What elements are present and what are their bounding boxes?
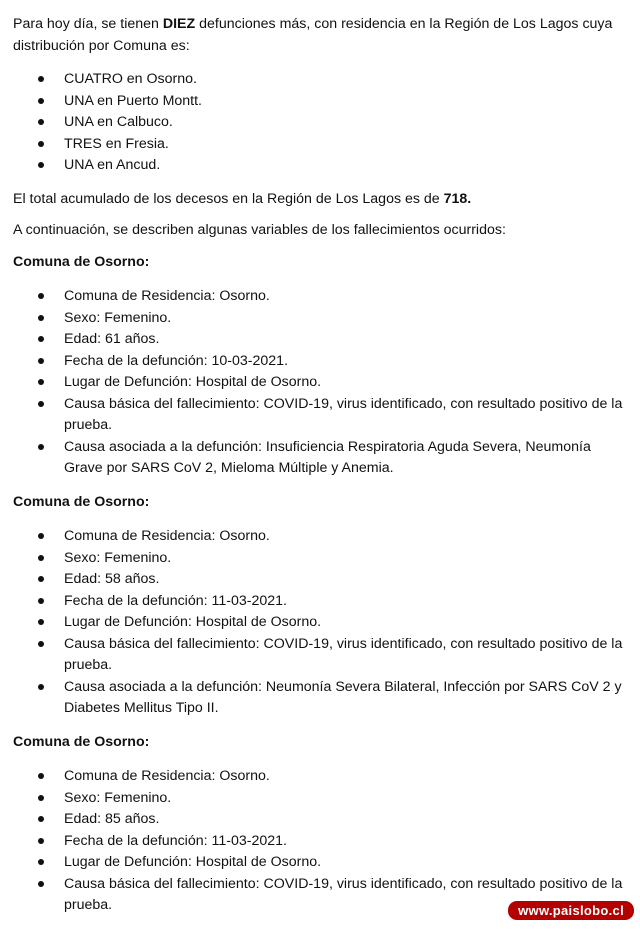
intro-count-bold: DIEZ xyxy=(162,16,196,32)
case-detail-item: Sexo: Femenino. xyxy=(13,308,631,330)
intro-text-end: defunciones más, con residencia en la Región de Los Lagos cuya distribución por Comuna es: xyxy=(13,16,613,54)
intro-text-start: Para hoy día, se tienen xyxy=(13,16,163,32)
case-detail-item: Edad: 58 años. xyxy=(13,569,631,591)
intro-paragraph xyxy=(13,14,631,57)
total-paragraph xyxy=(13,189,631,211)
case-detail-item: Comuna de Residencia: Osorno. xyxy=(13,526,631,548)
case-details-list xyxy=(13,766,631,917)
case-detail-item: Comuna de Residencia: Osorno. xyxy=(13,766,631,788)
case-detail-item: Fecha de la defunción: 11-03-2021. xyxy=(13,831,631,853)
distribution-list xyxy=(13,69,631,177)
total-count-bold: 718. xyxy=(443,190,472,207)
case-heading: Comuna de Osorno: xyxy=(13,253,150,270)
distribution-item: UNA en Puerto Montt. xyxy=(13,91,631,113)
case-detail-item: Sexo: Femenino. xyxy=(13,548,631,570)
case-detail-item: Causa asociada a la defunción: Insuficiencia Respiratoria Aguda Severa, Neumonía Grave por SARS CoV 2, Mieloma Múltiple y Anemia. xyxy=(13,437,631,480)
case-detail-item: Lugar de Defunción: Hospital de Osorno. xyxy=(13,372,631,394)
case-detail-item: Lugar de Defunción: Hospital de Osorno. xyxy=(13,852,631,874)
case-detail-item: Sexo: Femenino. xyxy=(13,788,631,810)
case-heading: Comuna de Osorno: xyxy=(13,733,150,750)
document-body xyxy=(13,14,631,929)
case-heading: Comuna de Osorno: xyxy=(13,493,150,510)
distribution-item: CUATRO en Osorno. xyxy=(13,69,631,91)
case-detail-item: Causa básica del fallecimiento: COVID-19, virus identificado, con resultado positivo de la prueba. xyxy=(13,634,631,677)
case-detail-item: Causa básica del fallecimiento: COVID-19, virus identificado, con resultado positivo de la prueba. xyxy=(13,394,631,437)
case-detail-item: Fecha de la defunción: 11-03-2021. xyxy=(13,591,631,613)
watermark-badge: www.paislobo.cl xyxy=(508,901,634,920)
case-detail-item: Edad: 61 años. xyxy=(13,329,631,351)
case-detail-item: Edad: 85 años. xyxy=(13,809,631,831)
total-text: El total acumulado de los decesos en la Región de Los Lagos es de xyxy=(13,190,444,207)
case-details-list xyxy=(13,286,631,480)
distribution-item: UNA en Calbuco. xyxy=(13,112,631,134)
case-detail-item: Lugar de Defunción: Hospital de Osorno. xyxy=(13,612,631,634)
case-detail-item: Causa básica del fallecimiento: COVID-19, virus identificado, con resultado positivo de la prueba. xyxy=(13,874,631,917)
distribution-item: TRES en Fresia. xyxy=(13,134,631,156)
case-detail-item: Fecha de la defunción: 10-03-2021. xyxy=(13,351,631,373)
description-paragraph: A continuación, se describen algunas variables de los fallecimientos ocurridos: xyxy=(13,222,506,238)
case-detail-item: Causa asociada a la defunción: Neumonía Severa Bilateral, Infección por SARS CoV 2 y Diabetes Mellitus Tipo II. xyxy=(13,677,631,720)
case-details-list xyxy=(13,526,631,720)
case-detail-item: Comuna de Residencia: Osorno. xyxy=(13,286,631,308)
distribution-item: UNA en Ancud. xyxy=(13,155,631,177)
